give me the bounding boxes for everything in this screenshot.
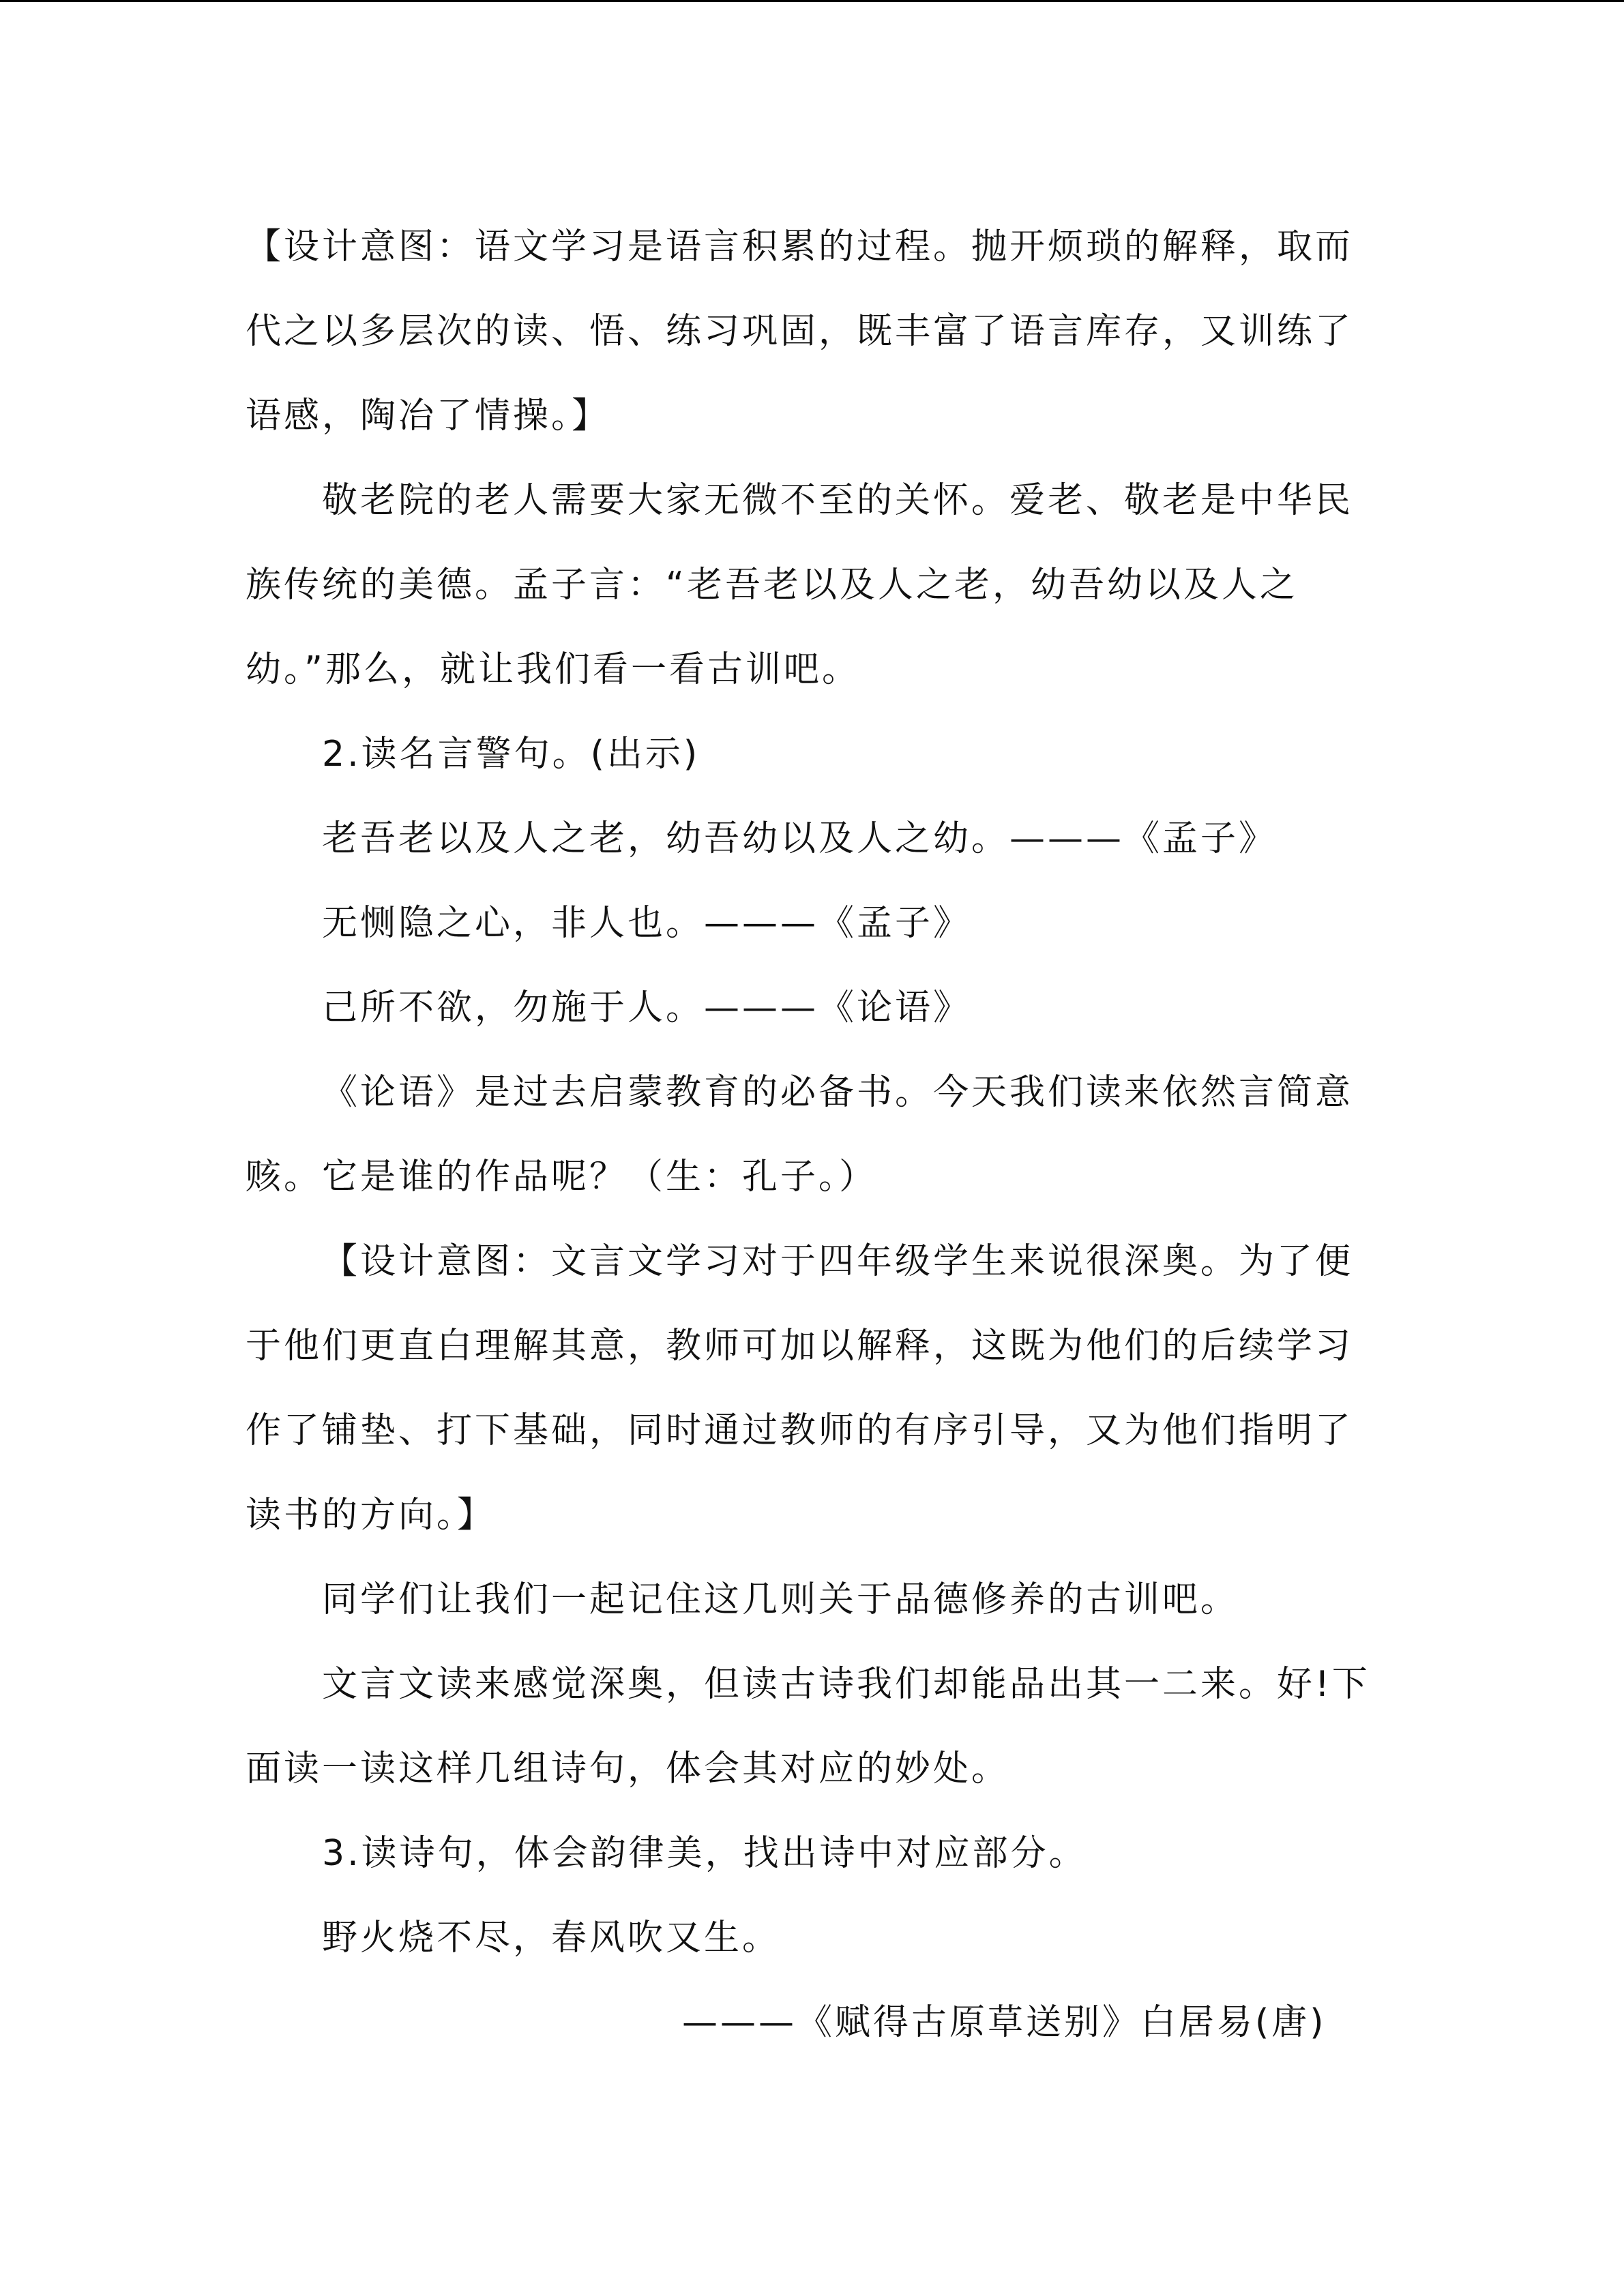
design-intent-2-line-3: 作了铺垫、打下基础，同时通过教师的有序引导，又为他们指明了 bbox=[246, 1410, 1354, 1451]
paragraph-elderly-care-line-3: 幼。”那么，就让我们看一看古训吧。 bbox=[246, 649, 860, 690]
quote-mencius-2: 无恻隐之心，非人也。———《孟子》 bbox=[322, 903, 972, 944]
paragraph-analects-line-1: 《论语》是过去启蒙教育的必备书。今天我们读来依然言简意 bbox=[322, 1072, 1354, 1113]
poem-attribution: ———《赋得古原草送别》白居易(唐) bbox=[682, 2002, 1327, 2043]
design-intent-1-line-2: 代之以多层次的读、悟、练习巩固，既丰富了语言库存，又训练了 bbox=[246, 311, 1354, 352]
document-page bbox=[246, 205, 1378, 2065]
page-top-border bbox=[0, 0, 1624, 2]
paragraph-analects-line-2: 赅。它是谁的作品呢？（生：孔子。） bbox=[246, 1157, 878, 1197]
paragraph-classical-poems-line-1: 文言文读来感觉深奥，但读古诗我们却能品出其一二来。好!下 bbox=[322, 1664, 1370, 1705]
paragraph-elderly-care-line-2: 族传统的美德。孟子言：“老吾老以及人之老，幼吾幼以及人之 bbox=[246, 565, 1298, 606]
design-intent-1-line-1: 【设计意图：语文学习是语言积累的过程。抛开烦琐的解释，取而 bbox=[246, 226, 1354, 267]
paragraph-remember-teachings: 同学们让我们一起记住这几则关于品德修养的古训吧。 bbox=[322, 1579, 1239, 1620]
paragraph-elderly-care-line-1: 敬老院的老人需要大家无微不至的关怀。爱老、敬老是中华民 bbox=[322, 480, 1354, 521]
design-intent-2-line-1: 【设计意图：文言文学习对于四年级学生来说很深奥。为了便 bbox=[322, 1241, 1354, 1282]
section-heading-2: 2.读名言警句。(出示) bbox=[322, 734, 700, 775]
quote-mencius-1: 老吾老以及人之老，幼吾幼以及人之幼。———《孟子》 bbox=[322, 818, 1278, 859]
paragraph-classical-poems-line-2: 面读一读这样几组诗句，体会其对应的妙处。 bbox=[246, 1748, 1010, 1789]
design-intent-2-line-2: 于他们更直白理解其意，教师可加以解释，这既为他们的后续学习 bbox=[246, 1326, 1354, 1367]
design-intent-2-line-4: 读书的方向。】 bbox=[246, 1495, 496, 1536]
section-heading-3: 3.读诗句，体会韵律美，找出诗中对应部分。 bbox=[322, 1833, 1087, 1874]
quote-analects: 己所不欲，勿施于人。———《论语》 bbox=[322, 987, 972, 1028]
poem-verse: 野火烧不尽，春风吹又生。 bbox=[322, 1918, 781, 1958]
design-intent-1-line-3: 语感，陶冶了情操。】 bbox=[246, 396, 610, 436]
